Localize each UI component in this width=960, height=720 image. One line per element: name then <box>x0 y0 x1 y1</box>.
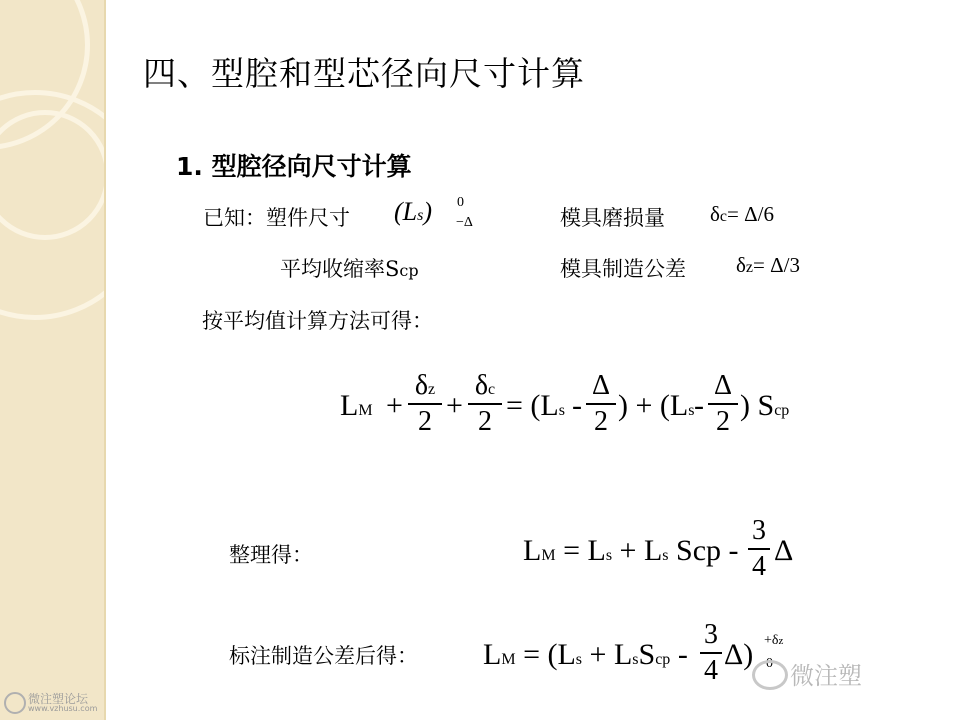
wear-formula: δc= Δ/6 <box>710 202 774 226</box>
corner-logo-url: www.vzhusu.com <box>28 704 98 713</box>
wear-label: 模具磨损量 <box>560 206 665 230</box>
tolerance-sup: +δz <box>764 633 784 648</box>
slide-title: 四、型腔和型芯径向尺寸计算 <box>143 54 585 93</box>
fraction-3-over-4: 3 4 <box>700 619 722 687</box>
decorative-ring <box>0 90 106 320</box>
slide-subtitle: 1. 型腔径向尺寸计算 <box>176 152 412 181</box>
fraction-3-over-4: 3 4 <box>748 515 770 583</box>
corner-logo-name: 微注塑论坛 <box>28 692 89 706</box>
fraction-delta-over-2: Δ 2 <box>708 370 738 438</box>
corner-logo <box>2 690 102 716</box>
fraction-dc-over-2: δc 2 <box>468 370 502 438</box>
fraction-delta-over-2: Δ 2 <box>586 370 616 438</box>
fraction-dz-over-2: δz 2 <box>408 370 442 438</box>
tolerance-low: 0 <box>766 656 773 671</box>
watermark-text: 微注塑 <box>790 662 862 690</box>
left-decorative-band <box>0 0 106 720</box>
mfg-tolerance-label: 模具制造公差 <box>560 257 686 281</box>
shrink-label: 平均收缩率Scp <box>280 257 419 281</box>
wechat-logo-icon <box>752 660 788 690</box>
tolerance-lower: −Δ <box>456 215 473 230</box>
tolerance-upper: 0 <box>457 195 464 210</box>
method-text: 按平均值计算方法可得： <box>202 309 433 333</box>
part-size-expression: (Ls) <box>394 197 433 226</box>
mfg-tolerance-formula: δz= Δ/3 <box>736 253 800 277</box>
known-label: 已知：塑件尺寸 <box>203 206 350 230</box>
simplify-label: 整理得： <box>229 543 313 567</box>
tolerance-label: 标注制造公差后得： <box>229 644 418 668</box>
forum-logo-icon <box>4 692 26 714</box>
